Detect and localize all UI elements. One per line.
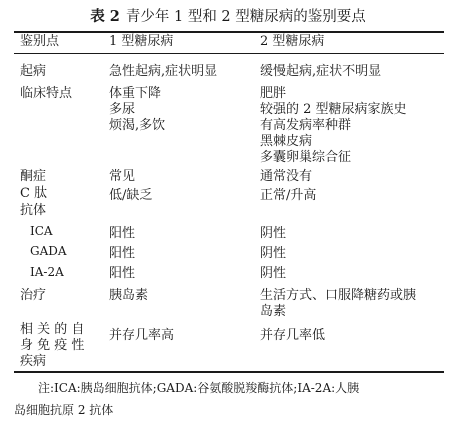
row-cpeptide-type1: 低/缺乏: [109, 188, 153, 203]
row-treatment-point: 治疗: [20, 288, 47, 303]
footnote-line-2: 岛细胞抗原 2 抗体: [14, 403, 114, 417]
header-rule: [14, 53, 444, 54]
row-ketosis-point: 酮症: [20, 169, 47, 184]
row-autoimmune-point: 相 关 的 自 身 免 疫 性 疾病: [20, 322, 85, 369]
row-onset-point: 起病: [20, 64, 47, 79]
row-gada-type1: 阳性: [109, 246, 136, 261]
row-clinical-point: 临床特点: [20, 86, 73, 101]
row-autoimmune-type1: 并存几率高: [109, 328, 175, 343]
bottom-rule: [14, 371, 444, 373]
row-treatment-type2: 生活方式、口服降糖药或胰 岛素: [260, 288, 417, 319]
header-point: 鉴别点: [20, 34, 60, 49]
row-antibody-point: 抗体: [20, 203, 47, 218]
header-type2: 2 型糖尿病: [260, 34, 325, 49]
row-ica-point: ICA: [30, 224, 53, 238]
row-onset-type2: 缓慢起病,症状不明显: [260, 64, 382, 79]
footnote-line-1: 注:ICA:胰岛细胞抗体;GADA:谷氨酸脱羧酶抗体;IA-2A:人胰: [38, 381, 360, 395]
row-ica-type1: 阳性: [109, 226, 136, 241]
row-gada-type2: 阴性: [260, 246, 287, 261]
row-onset-type1: 急性起病,症状明显: [109, 64, 218, 79]
row-autoimmune-type2: 并存几率低: [260, 328, 326, 343]
header-type1: 1 型糖尿病: [109, 34, 174, 49]
row-cpeptide-type2: 正常/升高: [260, 188, 317, 203]
row-ketosis-type1: 常见: [109, 169, 136, 184]
table-number: 表 2: [90, 8, 120, 25]
row-ketosis-type2: 通常没有: [260, 169, 313, 184]
row-ia2a-point: IA-2A: [30, 265, 64, 279]
row-treatment-type1: 胰岛素: [109, 288, 149, 303]
table-footnote: [14, 377, 442, 421]
row-cpeptide-point: C 肽: [20, 186, 48, 201]
row-clinical-type1: 体重下降 多尿 烦渴,多饮: [109, 86, 166, 133]
row-ia2a-type1: 阳性: [109, 266, 136, 281]
row-ica-type2: 阴性: [260, 226, 287, 241]
table-title: [0, 8, 456, 26]
row-ia2a-type2: 阴性: [260, 266, 287, 281]
table-caption: 青少年 1 型和 2 型糖尿病的鉴别要点: [125, 9, 366, 25]
row-gada-point: GADA: [30, 244, 67, 258]
row-clinical-type2: 肥胖 较强的 2 型糖尿病家族史 有高发病率种群 黑棘皮病 多囊卵巢综合征: [260, 86, 407, 165]
top-rule: [14, 31, 444, 33]
